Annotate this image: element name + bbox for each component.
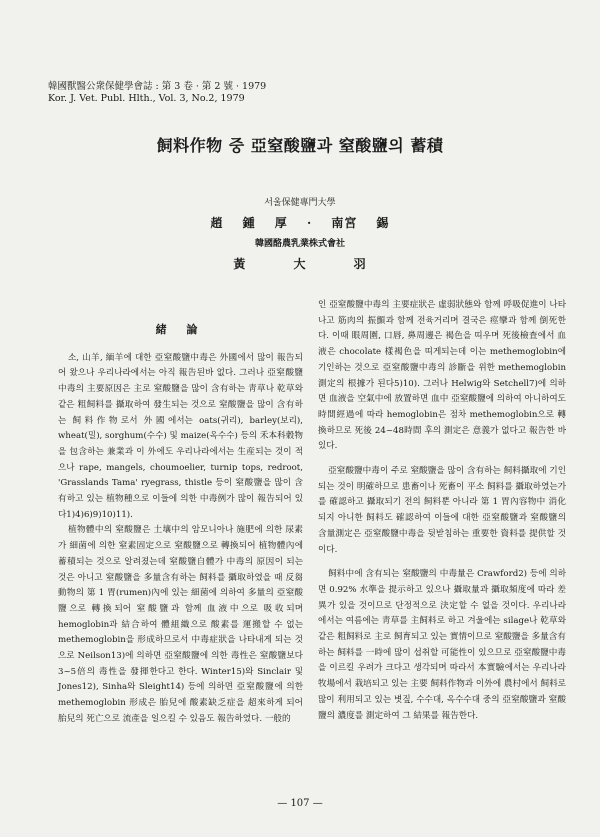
affiliation-2: 韓國酪農乳業株式會社 — [254, 239, 345, 249]
journal-line-korean: 韓國獸醫公衆保健學會誌 : 第 3 卷 · 第 2 號 · 1979 — [48, 81, 267, 92]
left-column — [58, 322, 303, 728]
journal-line-english: Kor. J. Vet. Publ. Hlth., Vol. 3, No.2, 1979 — [48, 93, 245, 104]
paragraph: 植物體中의 窒酸鹽은 土壤中의 암모니아나 施肥에 의한 尿素가 細菌에 의한 窒素固定으로 窒酸鹽으로 轉換되어 植物體內에 蓄積되는 것으로 알려졌는데 窒酸鹽自體가 中毒의 原因이 되는 것은 아니고 窒酸鹽을 多量含有하는 飼料를 攝取하였을 때 反芻動物의 第 1 胃(rumen)內에 있는 細菌에 의하여 多量의 亞窒酸鹽으로 轉換되어 窒酸鹽과 함께 血液中으로 吸收되며 hemoglobin과 結合하여 體組織으로 酸素를 運搬할 수 없는 methemoglobin을 形成하므로서 中毒症狀을 나타내게 되는 것으로 Neilson13)에 의하면 亞窒酸鹽에 의한 毒性은 窒酸鹽보다 3~5倍의 毒性을 發揮한다고 한다. Winter15)와 Sinclair 및 Jones12), Sinha와 Sleight14) 등에 의하면 亞窒酸鹽에 의한 methemoglobin 形成은 胎兒에 酸素缺乏症을 超來하게 되어 胎兒의 死亡으로 流產을 일으킬 수 있음도 報告하였다. 一般的 — [58, 525, 303, 724]
paragraph: 亞窒酸鹽中毒이 주로 窒酸鹽을 많이 含有하는 飼料攝取에 기인되는 것이 明確하므로 患畜이나 死畜이 平소 飼料를 攝取하였는가를 確認하고 攝取되기 전의 飼料뿐 아니라 第 1 胃內容物中 消化되지 아니한 飼料도 確認하여 이들에 대한 亞窒酸鹽과 窒酸鹽의 含量測定은 亞窒酸鹽中毒을 뒷받침하는 重要한 資料를 提供할 것이다. — [318, 466, 566, 555]
authors-1: 趙 鍾 厚 · 南宮 錫 — [210, 216, 390, 230]
journal-header — [48, 81, 266, 105]
authors-2: 黃 大 羽 — [233, 257, 367, 271]
section-heading-introduction: 緒 論 — [155, 323, 206, 336]
paragraph: 인 亞窒酸鹽中毒의 主要症狀은 虛弱狀態와 함께 呼吸促進이 나타나고 筋肉의 振顫과 함께 전육거리며 결국은 痙攣과 함께 倒死한다. 이때 眼周圍, 口唇, 鼻周邊은 褐色을 띠우며 死後檢査에서 血液은 chocolate 樣褐色을 띠게되는데 이는 methemoglobin에 기인하는 것으로 亞窒酸鹽中毒의 診斷을 위한 methemoglobin 測定의 根據가 된다5)10). 그러나 Helwig와 Setchell7)에 의하면 血液을 空氣中에 放置하면 血中 亞窒酸鹽에 의하여 아니하여도 時間經過에 따라 hemoglobin은 점차 methemoglobin으로 轉換하므로 死後 24~48時間 후의 測定은 意義가 없다고 報告한 바 있다. — [318, 300, 566, 452]
paragraph: 飼料中에 含有되는 窒酸鹽의 中毒量은 Crawford2) 등에 의하면 0.92% 水準을 提示하고 있으나 攝取量과 攝取頻度에 따라 差異가 있을 것이므로 단정적으로 決定할 수 없을 것이다. 우리나라에서는 여름에는 靑草를 主飼料로 하고 겨울에는 silage나 乾草와 같은 粗飼料로 主로 飼育되고 있는 實情이므로 窒酸鹽을 多量含有하는 飼料를 一時에 많이 섭취할 可能性이 있으므로 亞窒酸鹽中毒을 이르킬 우려가 크다고 생각되며 따라서 本實驗에서는 우리나라 牧場에서 栽培되고 있는 主要 飼料作物과 이外에 農村에서 飼料로 많이 利用되고 있는 볏짚, 수수대, 옥수수대 중의 亞窒酸鹽과 窒酸鹽의 濃度를 測定하여 그 結果를 報告한다. — [318, 569, 566, 721]
page-number: — 107 — — [277, 798, 323, 809]
affiliation-1: 서울保健專門大學 — [264, 198, 336, 208]
right-column — [318, 298, 566, 724]
paragraph: 소, 山羊, 緬羊에 대한 亞窒酸鹽中毒은 外國에서 많이 報告되어 왔으나 우리나라에서는 아직 報告된바 없다. 그러나 亞窒酸鹽中毒의 主要原因은 主로 窒酸鹽을 많이 含有하는 靑草나 乾草와 같은 粗飼料를 攝取하여 發生되는 것으로 窒酸鹽을 많이 含有하는 飼料作物로서 外國에서는 oats(귀리), barley(보리), wheat(밀), sorghum(수수) 및 maize(옥수수) 등의 禾本科穀物을 包含하는 兼業과 이 外에도 우리나라에서는 生産되는 것이 적으나 rape, mangels, choumoelier, turnip tops, redroot, 'Grasslands Tama' ryegrass, thistle 등이 窒酸鹽을 많이 含有하고 있는 植物種으로 이들에 의한 中毒例가 많이 報告되어 있다1)4)6)9)10)11). — [58, 352, 303, 520]
paper-title: 飼料作物 중 亞窒酸鹽과 窒酸鹽의 蓄積 — [156, 136, 444, 155]
